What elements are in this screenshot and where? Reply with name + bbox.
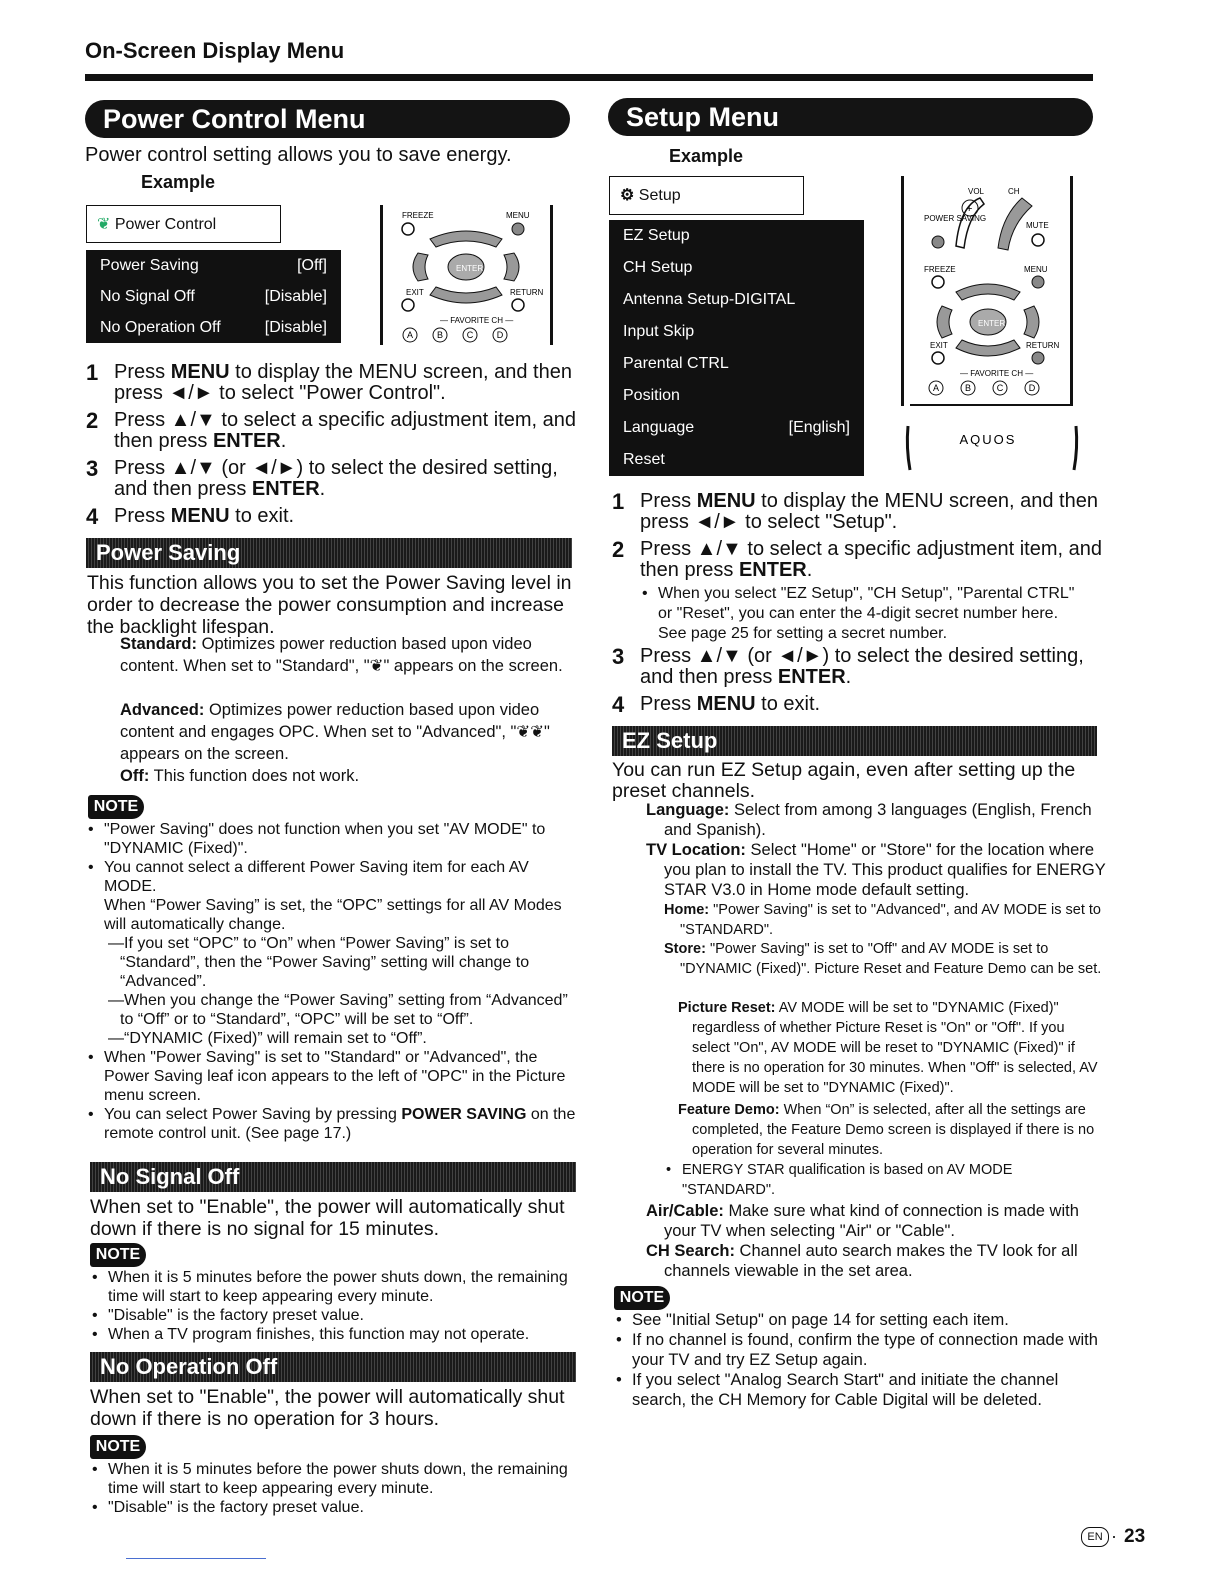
left-step-1: 1 Press MENU to display the MENU screen, and then press ◄/► to select "Power Control".: [86, 360, 572, 404]
right-step-2: 2 Press ▲/▼ to select a specific adjustment item, and then press ENTER.: [612, 537, 1103, 581]
menu-item-ez-setup[interactable]: EZ Setup: [623, 227, 690, 244]
svg-text:— FAVORITE CH —: — FAVORITE CH —: [440, 316, 514, 325]
power-saving-heading: Power Saving: [86, 538, 572, 568]
menu-item-antenna-setup-digital[interactable]: Antenna Setup-DIGITAL: [623, 291, 796, 308]
no-signal-off-notes: [90, 1268, 582, 1344]
ez-setup-heading: EZ Setup: [612, 726, 1097, 756]
setup-icon: ⚙: [620, 187, 635, 204]
note-badge: NOTE: [90, 1243, 146, 1267]
note-item: • When a TV program finishes, this function may not operate.: [90, 1325, 582, 1344]
power-saving-off: Off: This function does not work.: [120, 767, 360, 785]
no-operation-off-desc: When set to "Enable", the power will automatically shut down if there is no operation for 3 hours.: [90, 1386, 565, 1430]
svg-text:MENU: MENU: [506, 211, 530, 220]
no-signal-off-heading: No Signal Off: [90, 1162, 576, 1192]
power-control-title: Power Control Menu: [85, 100, 570, 138]
note-item: • "Disable" is the factory preset value.: [90, 1498, 582, 1517]
step-2-note: • When you select "EZ Setup", "CH Setup", "Parental CTRL" or "Reset", you can enter the 4-digit secret number here. See page 25 for setting a secret number.: [640, 584, 1090, 644]
note-item: • When it is 5 minutes before the power shuts down, the remaining time will start to keep appearing every minute.: [90, 1268, 582, 1306]
power-saving-advanced: Advanced: Optimizes power reduction based upon video content and engages OPC. When set to "Advanced", "❦❦" appears on the screen.: [120, 701, 550, 763]
power-saving-desc: This function allows you to set the Power Saving level in order to decrease the power consumption and increase the backlight lifespan.: [87, 572, 572, 638]
svg-text:A: A: [932, 383, 940, 393]
svg-text:— FAVORITE CH —: — FAVORITE CH —: [960, 369, 1034, 378]
ez-energy-note: • ENERGY STAR qualification is based on AV MODE "STANDARD".: [664, 1160, 1084, 1200]
menu-item-parental-ctrl[interactable]: Parental CTRL: [623, 355, 729, 372]
power-control-menu: [86, 250, 341, 343]
example-label: Example: [141, 172, 216, 192]
svg-text:VOL: VOL: [968, 187, 985, 196]
menu-item-reset[interactable]: Reset: [623, 451, 665, 468]
setup-menu: [609, 220, 864, 476]
opc-intro: When “Power Saving” is set, the “OPC” settings for all AV Modes will automatically change.: [104, 897, 562, 933]
dash-item: —“DYNAMIC (Fixed)” will remain set to “Off”.: [108, 1030, 427, 1047]
note-item: • "Disable" is the factory preset value.: [90, 1306, 582, 1325]
page-header-title: On-Screen Display Menu: [85, 38, 345, 63]
left-step-4: 4 Press MENU to exit.: [86, 504, 295, 529]
ez-ch-search: CH Search: Channel auto search makes the TV look for all channels viewable in the set area.: [646, 1242, 1078, 1280]
left-step-3: 3 Press ▲/▼ (or ◄/►) to select the desired setting, and then press ENTER.: [86, 456, 558, 500]
no-operation-off-notes: [90, 1460, 582, 1517]
right-step-3: 3 Press ▲/▼ (or ◄/►) to select the desired setting, and then press ENTER.: [612, 644, 1084, 688]
power-saving-notes: [86, 820, 578, 1143]
setup-menu-title-box: ⚙ Setup: [609, 176, 804, 215]
svg-text:FREEZE: FREEZE: [924, 265, 956, 274]
svg-text:B: B: [964, 383, 972, 393]
note-badge: NOTE: [614, 1286, 670, 1310]
no-signal-off-desc: When set to "Enable", the power will automatically shut down if there is no signal for 15 minutes.: [90, 1196, 565, 1240]
svg-text:AQUOS: AQUOS: [959, 432, 1017, 447]
power-control-intro: Power control setting allows you to save energy.: [85, 144, 512, 166]
menu-item-position[interactable]: Position: [623, 387, 680, 404]
menu-item-ch-setup[interactable]: CH Setup: [623, 259, 693, 276]
svg-text:EXIT: EXIT: [930, 341, 948, 350]
language-badge: EN: [1081, 1527, 1109, 1547]
note-item: • "Power Saving" does not function when you set "AV MODE" to "DYNAMIC (Fixed)".: [86, 820, 578, 858]
svg-text:CH: CH: [1008, 187, 1020, 196]
svg-text:MENU: MENU: [1024, 265, 1048, 274]
ez-home: Home: "Power Saving" is set to "Advanced", and AV MODE is set to "STANDARD".: [664, 902, 1101, 938]
svg-text:RETURN: RETURN: [1026, 341, 1060, 350]
svg-text:A: A: [406, 330, 414, 340]
header-rule: [85, 74, 1093, 81]
svg-text:D: D: [1028, 383, 1036, 393]
note-item: • You can select Power Saving by pressing POWER SAVING on the remote control unit. (See page 17.): [86, 1105, 578, 1143]
menu-item-power-saving[interactable]: Power Saving [Off]: [100, 257, 327, 274]
ez-feature-demo: Feature Demo: When “On” is selected, after all the settings are completed, the Feature Demo screen is displayed if there is no operation for several minutes.: [678, 1102, 1095, 1158]
footer-rule: [126, 1558, 266, 1559]
svg-text:MUTE: MUTE: [1026, 221, 1049, 230]
svg-text:B: B: [436, 330, 444, 340]
menu-item-no-signal-off[interactable]: No Signal Off [Disable]: [100, 288, 327, 305]
ez-picture-reset: Picture Reset: AV MODE will be set to "DYNAMIC (Fixed)" regardless of whether Picture Reset is "On" or "Off". If you select "On", AV MODE will be reset to "DYNAMIC (Fixed)" if there is no operation for 30 minutes. When "Off" is selected, AV MODE will be set to "DYNAMIC (Fixed)".: [678, 1000, 1098, 1096]
ez-store: Store: "Power Saving" is set to "Off" and AV MODE is set to "DYNAMIC (Fixed)". Picture Reset and Feature Demo can be set.: [664, 941, 1102, 977]
left-step-2: 2 Press ▲/▼ to select a specific adjustment item, and then press ENTER.: [86, 408, 577, 452]
note-item: • When "Power Saving" is set to "Standard" or "Advanced", the Power Saving leaf icon appears to the left of "OPC" in the Picture menu screen.: [86, 1048, 578, 1105]
svg-text:C: C: [996, 383, 1004, 393]
no-operation-off-heading: No Operation Off: [90, 1352, 576, 1382]
svg-text:+: +: [966, 203, 973, 215]
note-item: • If no channel is found, confirm the type of connection made with your TV and try EZ Setup again.: [614, 1330, 1104, 1370]
svg-text:ENTER: ENTER: [456, 264, 484, 273]
power-saving-standard: Standard: Optimizes power reduction based upon video content. When set to "Standard", "❦" appears on the screen.: [120, 635, 563, 675]
note-item: • If you select "Analog Search Start" and initiate the channel search, the CH Memory for Cable Digital will be deleted.: [614, 1370, 1104, 1410]
svg-text:ENTER: ENTER: [978, 319, 1006, 328]
svg-text:POWER SAVING: POWER SAVING: [924, 214, 987, 223]
note-item: • When it is 5 minutes before the power shuts down, the remaining time will start to keep appearing every minute.: [90, 1460, 582, 1498]
menu-item-language[interactable]: Language [English]: [623, 419, 850, 436]
menu-item-no-operation-off[interactable]: No Operation Off [Disable]: [100, 319, 327, 336]
page-number: 23: [1124, 1526, 1146, 1547]
leaf-icon: ❦: [97, 216, 111, 233]
svg-text:RETURN: RETURN: [510, 288, 544, 297]
note-item: • You cannot select a different Power Saving item for each AV MODE.: [86, 858, 578, 896]
svg-text:EXIT: EXIT: [406, 288, 424, 297]
ez-setup-notes: [614, 1310, 1104, 1410]
ez-setup-desc: You can run EZ Setup again, even after setting up the preset channels.: [612, 759, 1076, 802]
ez-tv-location: TV Location: Select "Home" or "Store" for the location where you plan to install the TV. This product qualifies for ENERGY STAR V3.0 in Home mode default setting.: [646, 841, 1106, 899]
note-badge: NOTE: [88, 795, 144, 819]
power-control-menu-title: ❦ Power Control: [86, 205, 281, 243]
freeze-label: FREEZE: [402, 211, 434, 220]
page-separator: ·: [1111, 1526, 1117, 1546]
ez-air-cable: Air/Cable: Make sure what kind of connection is made with your TV when selecting "Air" or "Cable".: [646, 1202, 1079, 1240]
note-badge: NOTE: [90, 1435, 146, 1459]
dash-item: —If you set “OPC” to “On” when “Power Saving” is set to “Standard”, then the “Power Saving” setting will change to “Advanced”.: [108, 935, 530, 990]
svg-text:C: C: [466, 330, 474, 340]
svg-text:D: D: [496, 330, 504, 340]
menu-item-input-skip[interactable]: Input Skip: [623, 323, 695, 340]
right-step-4: 4 Press MENU to exit.: [612, 692, 821, 717]
setup-menu-title: Setup Menu: [608, 98, 1093, 136]
dash-item: —When you change the “Power Saving” setting from “Advanced” to “Off” or to “Standard”, “OPC” will be set to “Off”.: [108, 992, 568, 1028]
example-label: Example: [669, 146, 744, 166]
note-item: • See "Initial Setup" on page 14 for setting each item.: [614, 1310, 1104, 1330]
right-step-1: 1 Press MENU to display the MENU screen, and then press ◄/► to select "Setup".: [612, 489, 1098, 533]
remote-control-illustration: [898, 176, 1082, 472]
ez-language: Language: Select from among 3 languages (English, French and Spanish).: [646, 801, 1092, 839]
remote-control-illustration: [378, 205, 558, 345]
